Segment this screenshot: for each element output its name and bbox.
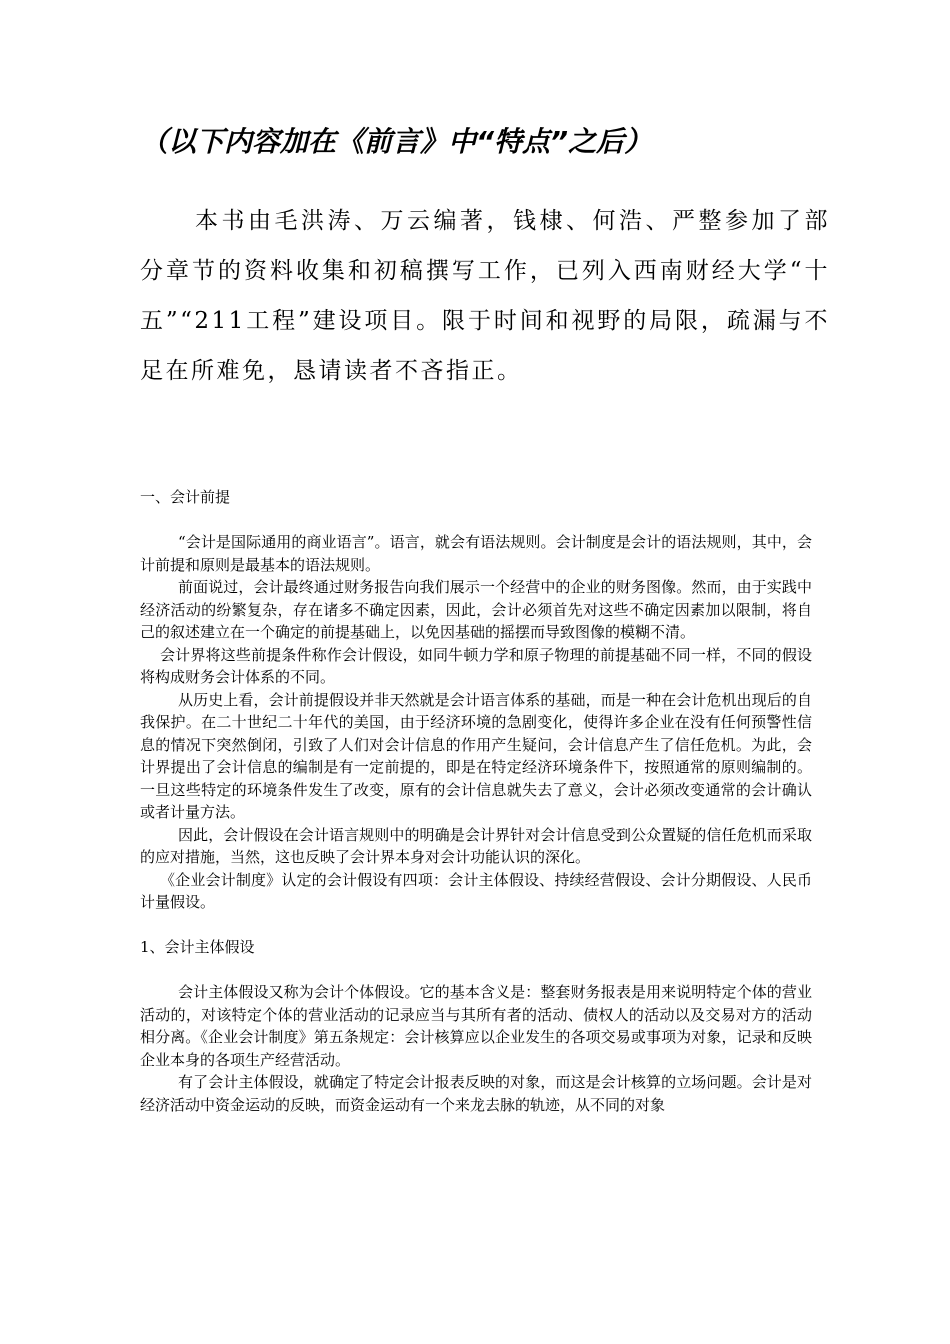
body-paragraph: 会计主体假设又称为会计个体假设。它的基本含义是：整套财务报表是用来说明特定个体的营业活动的，对该特定个体的营业活动的记录应当与其所有者的活动、债权人的活动以及交易对方的活动相分离。《企业会计制度》第五条规定：会计核算应以企业发生的各项交易或事项为对象，记录和反映企业本身的各项生产经营活动。 <box>140 983 812 1069</box>
body-paragraph: 前面说过，会计最终通过财务报告向我们展示一个经营中的企业的财务图像。然而，由于实践中经济活动的纷繁复杂，存在诸多不确定因素，因此，会计必须首先对这些不确定因素加以限制，将自己的叙述建立在一个确定的前提基础上，以免因基础的摇摆而导致图像的模糊不清。 <box>140 578 812 641</box>
section-heading-accounting-entity: 1、会计主体假设 <box>140 938 255 956</box>
preface-paragraph: 本书由毛洪涛、万云编著，钱棣、何浩、严整参加了部分章节的资料收集和初稿撰写工作，已列入西南财经大学“十五”“211工程”建设项目。限于时间和视野的局限，疏漏与不足在所难免，恳请读者不吝指正。 <box>140 208 830 384</box>
body-paragraph: 有了会计主体假设，就确定了特定会计报表反映的对象，而这是会计核算的立场问题。会计是对经济活动中资金运动的反映，而资金运动有一个来龙去脉的轨迹，从不同的对象 <box>140 1073 812 1114</box>
section-heading-accounting-premises: 一、会计前提 <box>140 488 231 506</box>
blank-line <box>140 959 812 982</box>
insertion-note-title: （以下内容加在《前言》中“特点”之后） <box>140 125 653 158</box>
body-paragraph: 《企业会计制度》认定的会计假设有四项：会计主体假设、持续经营假设、会计分期假设、人民币计量假设。 <box>140 870 812 911</box>
body-paragraph: 因此，会计假设在会计语言规则中的明确是会计界针对会计信息受到公众置疑的信任危机而采取的应对措施，当然，这也反映了会计界本身对会计功能认识的深化。 <box>140 825 812 866</box>
blank-line <box>140 914 812 937</box>
blank-line <box>140 509 812 532</box>
body-paragraph: 从历史上看，会计前提假设并非天然就是会计语言体系的基础，而是一种在会计危机出现后的自我保护。在二十世纪二十年代的美国，由于经济环境的急剧变化，使得许多企业在没有任何预警性信息的情况下突然倒闭，引致了人们对会计信息的作用产生疑问，会计信息产生了信任危机。为此，会计界提出了会计信息的编制是有一定前提的，即是在特定经济环境条件下，按照通常的原则编制的。一旦这些特定的环境条件发生了改变，原有的会计信息就失去了意义，会计必须改变通常的会计确认或者计量方法。 <box>140 690 812 821</box>
body-paragraph: 会计界将这些前提条件称作会计假设，如同牛顿力学和原子物理的前提基础不同一样，不同的假设将构成财务会计体系的不同。 <box>140 645 812 686</box>
document-body <box>140 486 812 1116</box>
body-paragraph: “会计是国际通用的商业语言”。语言，就会有语法规则。会计制度是会计的语法规则，其中，会计前提和原则是最基本的语法规则。 <box>140 533 812 574</box>
